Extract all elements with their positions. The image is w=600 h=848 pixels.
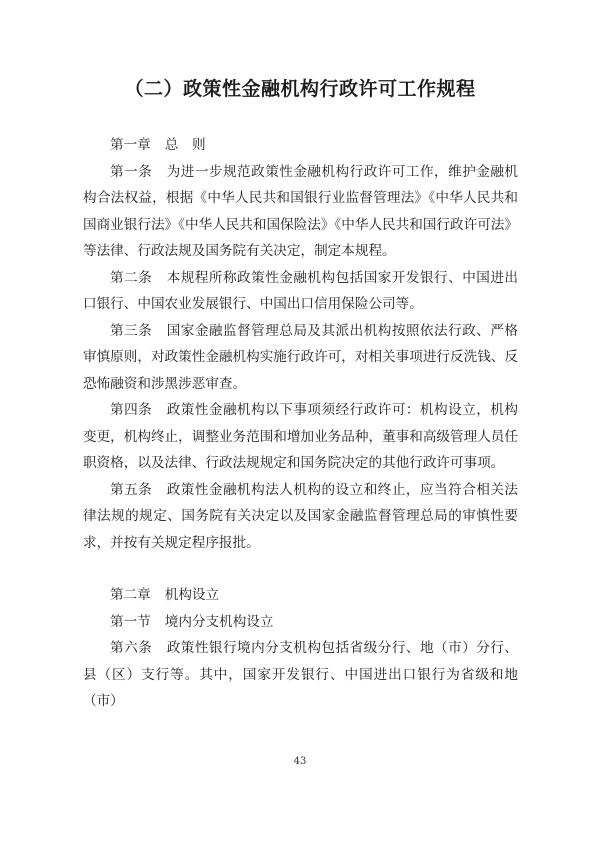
article-1-text: 为进一步规范政策性金融机构行政许可工作，维护金融机构合法权益，根据《中华人民共和国银行业监督管理法》《中华人民共和国商业银行法》《中华人民共和国保险法》《中华人民共和国行政许可法》等法律、行政法规及国务院有关决定，制定本规程。 [83, 163, 519, 259]
section-1-title: 境内分支机构设立 [164, 613, 274, 630]
document-title: （二）政策性金融机构行政许可工作规程 [124, 78, 476, 100]
article-5-text: 政策性金融机构法人机构的设立和终止，应当符合相关法律法规的规定、国务院有关决定以及国家金融监督管理总局的审慎性要求，并按有关规定程序报批。 [83, 481, 519, 551]
article-3-label: 第三条 [110, 322, 153, 339]
article-3 [83, 318, 518, 398]
section-1-label: 第一节 [110, 613, 151, 630]
chapter-2-heading [83, 582, 518, 609]
document-body [83, 132, 518, 715]
page-number: 43 [293, 756, 307, 767]
article-6 [83, 635, 518, 715]
chapter-1-heading [83, 132, 518, 159]
section-spacer [83, 556, 518, 582]
chapter-1-title: 总 则 [164, 137, 206, 153]
article-1 [83, 159, 518, 265]
article-1-label: 第一条 [110, 163, 153, 180]
article-2-label: 第二条 [110, 269, 153, 286]
article-2-text: 本规程所称政策性金融机构包括国家开发银行、中国进出口银行、中国农业发展银行、中国出口信用保险公司等。 [83, 269, 519, 312]
article-3-text: 国家金融监督管理总局及其派出机构按照依法行政、严格审慎原则，对政策性金融机构实施行政许可，对相关事项进行反洗钱、反恐怖融资和涉黑涉恶审查。 [83, 322, 519, 392]
article-4-label: 第四条 [110, 402, 153, 418]
chapter-1-label: 第一章 [110, 137, 151, 153]
article-4 [83, 397, 518, 477]
article-6-text: 政策性银行境内分支机构包括省级分行、地（市）分行、县（区）支行等。其中，国家开发银行、中国进出口银行为省级和地（市） [83, 640, 519, 709]
chapter-2-label: 第二章 [110, 587, 151, 603]
article-5 [83, 477, 518, 557]
article-4-text: 政策性金融机构以下事项须经行政许可：机构设立，机构变更，机构终止，调整业务范围和增加业务品种，董事和高级管理人员任职资格，以及法律、行政法规规定和国务院决定的其他行政许可事项。 [83, 402, 519, 471]
article-2 [83, 265, 518, 318]
article-6-label: 第六条 [110, 640, 153, 656]
article-5-label: 第五条 [110, 481, 153, 498]
section-1-heading [83, 609, 518, 636]
chapter-2-title: 机构设立 [164, 587, 220, 603]
